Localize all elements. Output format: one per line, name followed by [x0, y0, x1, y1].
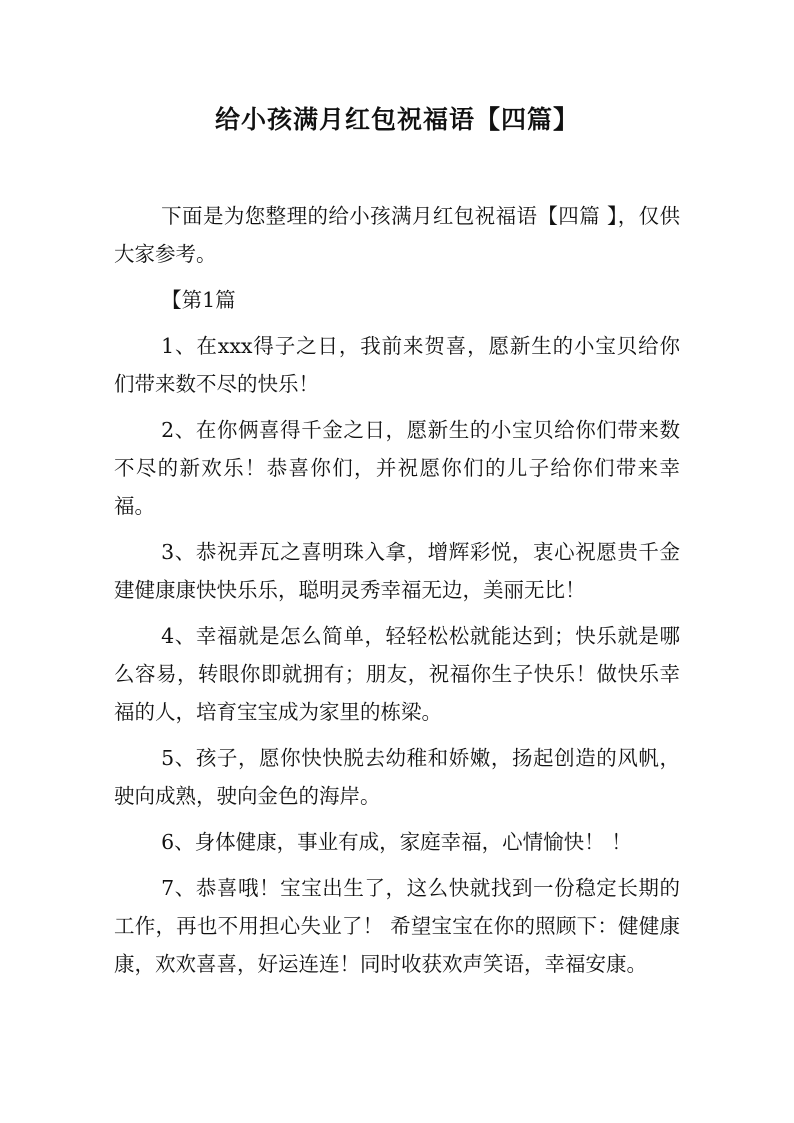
blessing-paragraph-1: 1、在xxx得子之日，我前来贺喜，愿新生的小宝贝给你们带来数不尽的快乐！: [114, 334, 680, 396]
blessing-paragraph-3: 3、恭祝弄瓦之喜明珠入拿，增辉彩悦，衷心祝愿贵千金建健康康快快乐乐，聪明灵秀幸福无边，美丽无比！: [114, 540, 680, 602]
blessing-paragraph-6: 6、身体健康，事业有成，家庭幸福，心情愉快！ ！: [161, 830, 632, 854]
intro-paragraph: 下面是为您整理的给小孩满月红包祝福语【四篇 】，仅供大家参考。: [114, 204, 680, 266]
blessing-paragraph-7: 7、恭喜哦！宝宝出生了，这么快就找到一份稳定长期的工作，再也不用担心失业了！ 希望宝宝在你的照顾下：健健康康，欢欢喜喜，好运连连！同时收获欢声笑语，幸福安康。: [114, 876, 680, 976]
blessing-paragraph-4: 4、幸福就是怎么简单，轻轻松松就能达到；快乐就是哪么容易，转眼你即就拥有；朋友，祝福你生子快乐！做快乐幸福的人，培育宝宝成为家里的栋梁。: [114, 624, 680, 724]
blessing-paragraph-2: 2、在你俩喜得千金之日，愿新生的小宝贝给你们带来数不尽的新欢乐！恭喜你们，并祝愿你们的儿子给你们带来幸福。: [114, 418, 680, 518]
document-body: [114, 197, 680, 983]
section-heading: 【第1篇: [161, 288, 236, 312]
blessing-paragraph-5: 5、孩子，愿你快快脱去幼稚和娇嫩，扬起创造的风帆，驶向成熟，驶向金色的海岸。: [114, 746, 680, 808]
document-title: 给小孩满月红包祝福语【四篇】: [214, 105, 579, 134]
